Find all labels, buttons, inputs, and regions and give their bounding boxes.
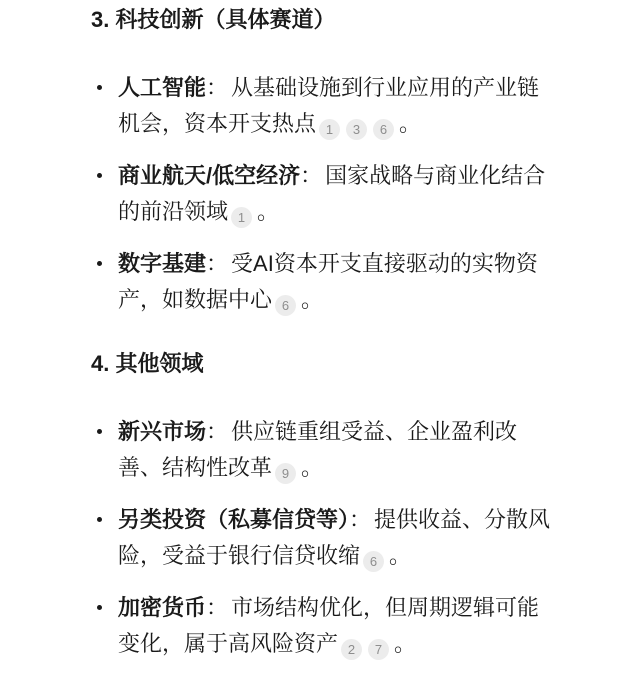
item-description: 市场结构优化，但周期逻辑可能变化，属于高风险资产 <box>118 595 540 656</box>
item-colon: ： <box>300 163 323 188</box>
bullet-dot <box>97 173 102 178</box>
citation-badge[interactable]: 3 <box>346 119 367 140</box>
bullet-list <box>91 414 555 662</box>
section-heading: 3. 科技创新（具体赛道） <box>91 7 336 32</box>
citation-badge[interactable]: 1 <box>231 207 252 228</box>
bullet-dot <box>97 605 102 610</box>
item-term: 新兴市场 <box>118 419 207 444</box>
item-description: 国家战略与商业化结合的前沿领域 <box>118 163 546 224</box>
citation-badge[interactable]: 6 <box>275 295 296 316</box>
item-period: 。 <box>301 287 324 312</box>
list-item-crypto <box>91 590 555 662</box>
item-colon: ： <box>206 419 229 444</box>
item-colon: ： <box>206 595 229 620</box>
item-description: 提供收益、分散风险，受益于银行信贷收缩 <box>118 507 551 568</box>
citation-badge[interactable]: 7 <box>368 639 389 660</box>
item-description: 供应链重组受益、企业盈利改善、结构性改革 <box>118 419 518 480</box>
item-period: 。 <box>301 455 324 480</box>
citation-badge[interactable]: 1 <box>319 119 340 140</box>
item-description: 从基础设施到行业应用的产业链机会，资本开支热点 <box>118 75 540 136</box>
item-colon: ： <box>349 507 372 532</box>
bullet-list <box>91 70 555 318</box>
bullet-dot <box>97 261 102 266</box>
citation-badge[interactable]: 2 <box>341 639 362 660</box>
item-description: 受AI资本开支直接驱动的实物资产，如数据中心 <box>118 251 538 312</box>
list-item-alternative-investments <box>91 502 555 574</box>
section-other-areas <box>91 346 555 662</box>
list-item-emerging-markets <box>91 414 555 486</box>
item-colon: ： <box>206 75 229 100</box>
item-term: 商业航天/低空经济 <box>118 163 301 188</box>
bullet-dot <box>97 517 102 522</box>
citation-badge[interactable]: 9 <box>275 463 296 484</box>
citation-badge[interactable]: 6 <box>363 551 384 572</box>
section-heading: 4. 其他领域 <box>91 351 204 376</box>
item-term: 人工智能 <box>118 75 207 100</box>
item-term: 数字基建 <box>118 251 207 276</box>
list-item-space-economy <box>91 158 555 230</box>
item-period: 。 <box>399 111 422 136</box>
bullet-dot <box>97 85 102 90</box>
section-tech-innovation <box>91 2 555 318</box>
item-period: 。 <box>389 543 412 568</box>
citation-badge[interactable]: 6 <box>373 119 394 140</box>
bullet-dot <box>97 429 102 434</box>
item-period: 。 <box>257 199 280 224</box>
list-item-ai <box>91 70 555 142</box>
list-item-digital-infra <box>91 246 555 318</box>
item-term: 另类投资（私募信贷等） <box>118 507 350 532</box>
item-term: 加密货币 <box>118 595 207 620</box>
item-period: 。 <box>394 631 417 656</box>
item-colon: ： <box>206 251 229 276</box>
